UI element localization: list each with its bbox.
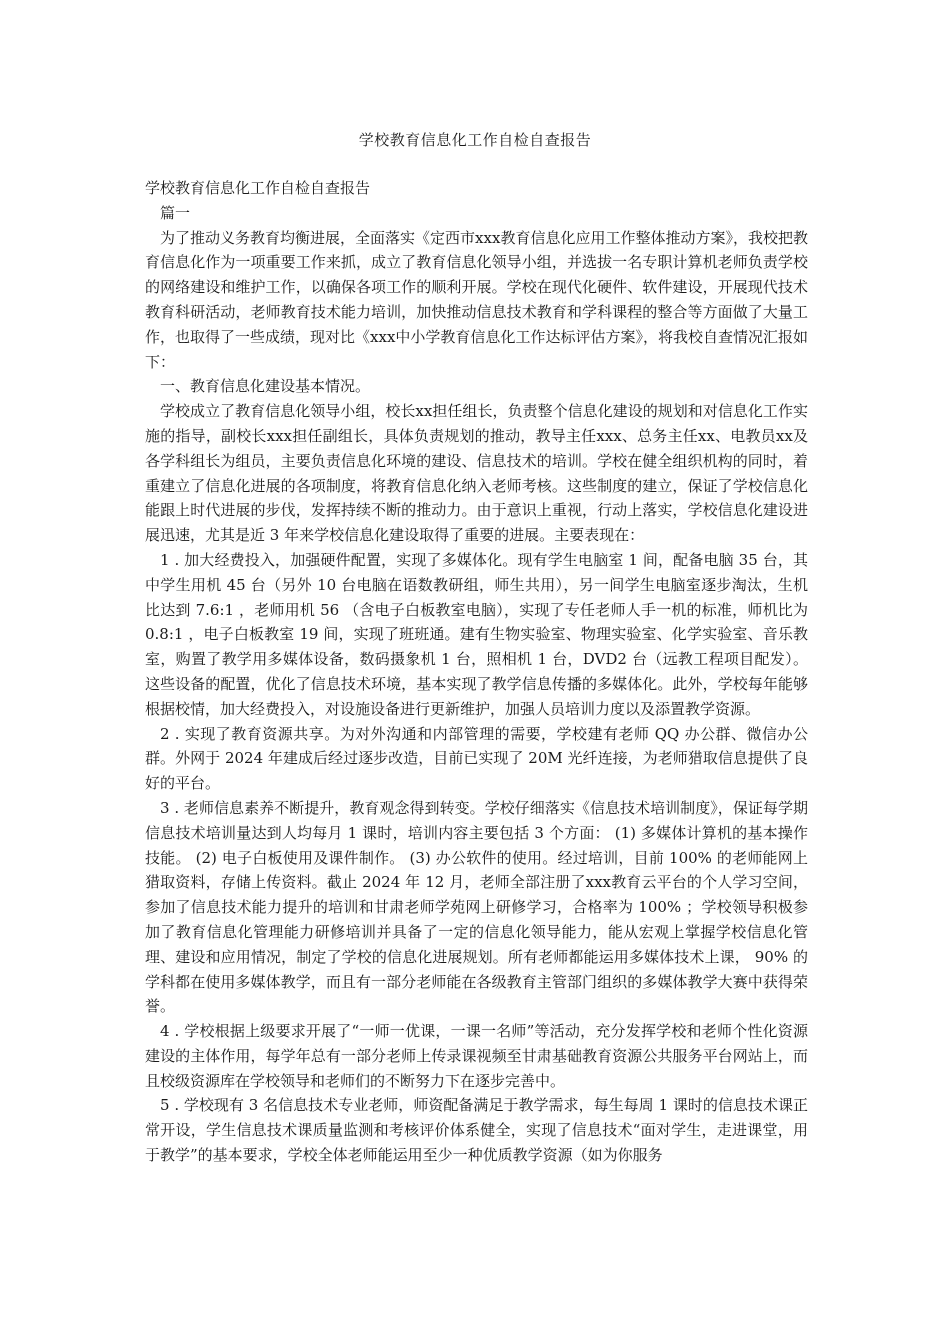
paragraph-item-5: 5 . 学校现有 3 名信息技术专业老师，师资配备满足于教学需求，每生每周 1 课时的信息技术课正常开设，学生信息技术课质量监测和考核评价体系健全，实现了信息技术“面对学生，走进课堂，用于教学”的基本要求，学校全体老师能运用至少一种优质教学资源（如为你服务 [145,1096,808,1165]
section-heading: 一、教育信息化建设基本情况。 [160,377,371,396]
part-label: 篇一 [160,203,191,222]
paragraph-intro: 为了推动义务教育均衡进展，全面落实《定西市xxx教育信息化应用工作整体推动方案》，我校把教育信息化作为一项重要工作来抓，成立了教育信息化领导小组，并选拔一名专职计算机老师负责学校的网络建设和维护工作，以确保各项工作的顺利开展。学校在现代化硬件、软件建设，开展现代技术教育科研活动，老师教育技术能力培训，加快推动信息技术教育和学科课程的整合等方面做了大量工作，也取得了一些成绩，现对比《xxx中小学教育信息化工作达标评估方案》，将我校自查情况汇报如下： [145,228,808,371]
paragraph-item-4: 4 . 学校根据上级要求开展了“一师一优课，一课一名师”等活动，充分发挥学校和老师个性化资源建设的主体作用，每学年总有一部分老师上传录课视频至甘肃基础教育资源公共服务平台网站上，而且校级资源库在学校领导和老师们的不断努力下在逐步完善中。 [145,1022,808,1090]
paragraph-item-2: 2 . 实现了教育资源共享。为对外沟通和内部管理的需要，学校建有老师 QQ 办公群、微信办公群。外网于 2024 年建成后经过逐步改造，目前已实现了 20M 光纤连接，为老师猎取信息提供了良好的平台。 [145,724,808,793]
document-subtitle: 学校教育信息化工作自检自查报告 [145,179,371,197]
document-body [145,176,808,1168]
document-title: 学校教育信息化工作自检自查报告 [358,131,592,149]
paragraph-organization: 学校成立了教育信息化领导小组，校长xx担任组长，负责整个信息化建设的规划和对信息化工作实施的指导，副校长xxx担任副组长，具体负责规划的推动，教导主任xxx、总务主任xx、电教员xx及各学科组长为组员，主要负责信息化环境的建设、信息技术的培训。学校在健全组织机构的同时，着重建立了信息化进展的各项制度，将教育信息化纳入老师考核。这些制度的建立，保证了学校信息化能跟上时代进展的步伐，发挥持续不断的推动力。由于意识上重视，行动上落实，学校信息化建设进展迅速，尤其是近 3 年来学校信息化建设取得了重要的进展。主要表现在： [145,402,808,545]
paragraph-item-3: 3 . 老师信息素养不断提升，教育观念得到转变。学校仔细落实《信息技术培训制度》，保证每学期信息技术培训量达到人均每月 1 课时，培训内容主要包括 3 个方面： (1) 多媒体计算机的基本操作技能。 (2) 电子白板使用及课件制作。 (3) 办公软件的使用。经过培训，目前 100% 的老师能网上猎取资料，存储上传资料。截止 2024 年 12 月，老师全部注册了xxx教育云平台的个人学习空间，参加了信息技术能力提升的培训和甘肃老师学苑网上研修学习，合格率为 100% ；学校领导积极参加了教育信息化管理能力研修培训并具备了一定的信息化领导能力，能从宏观上掌握学校信息化管理、建设和应用情况，制定了学校的信息化进展规划。所有老师都能运用多媒体技术上课， 90% 的学科都在使用多媒体教学，而且有一部分老师能在各级教育主管部门组织的多媒体教学大赛中获得荣誉。 [145,798,808,1016]
paragraph-item-1: 1 . 加大经费投入，加强硬件配置，实现了多媒体化。现有学生电脑室 1 间，配备电脑 35 台，其中学生用机 45 台（另外 10 台电脑在语数教研组，师生共用），另一间学生电脑室逐步淘汰，生机比达到 7.6:1 ，老师用机 56 （含电子白板教室电脑），实现了专任老师人手一机的标准，师机比为 0.8:1 ，电子白板教室 19 间，实现了班班通。建有生物实验室、物理实验室、化学实验室、音乐教室，购置了教学用多媒体设备，数码摄象机 1 台，照相机 1 台，DVD2 台（远教工程项目配发）。这些设备的配置，优化了信息技术环境，基本实现了教学信息传播的多媒体化。此外，学校每年能够根据校情，加大经费投入，对设施设备进行更新维护，加强人员培训力度以及添置教学资源。 [145,550,808,718]
